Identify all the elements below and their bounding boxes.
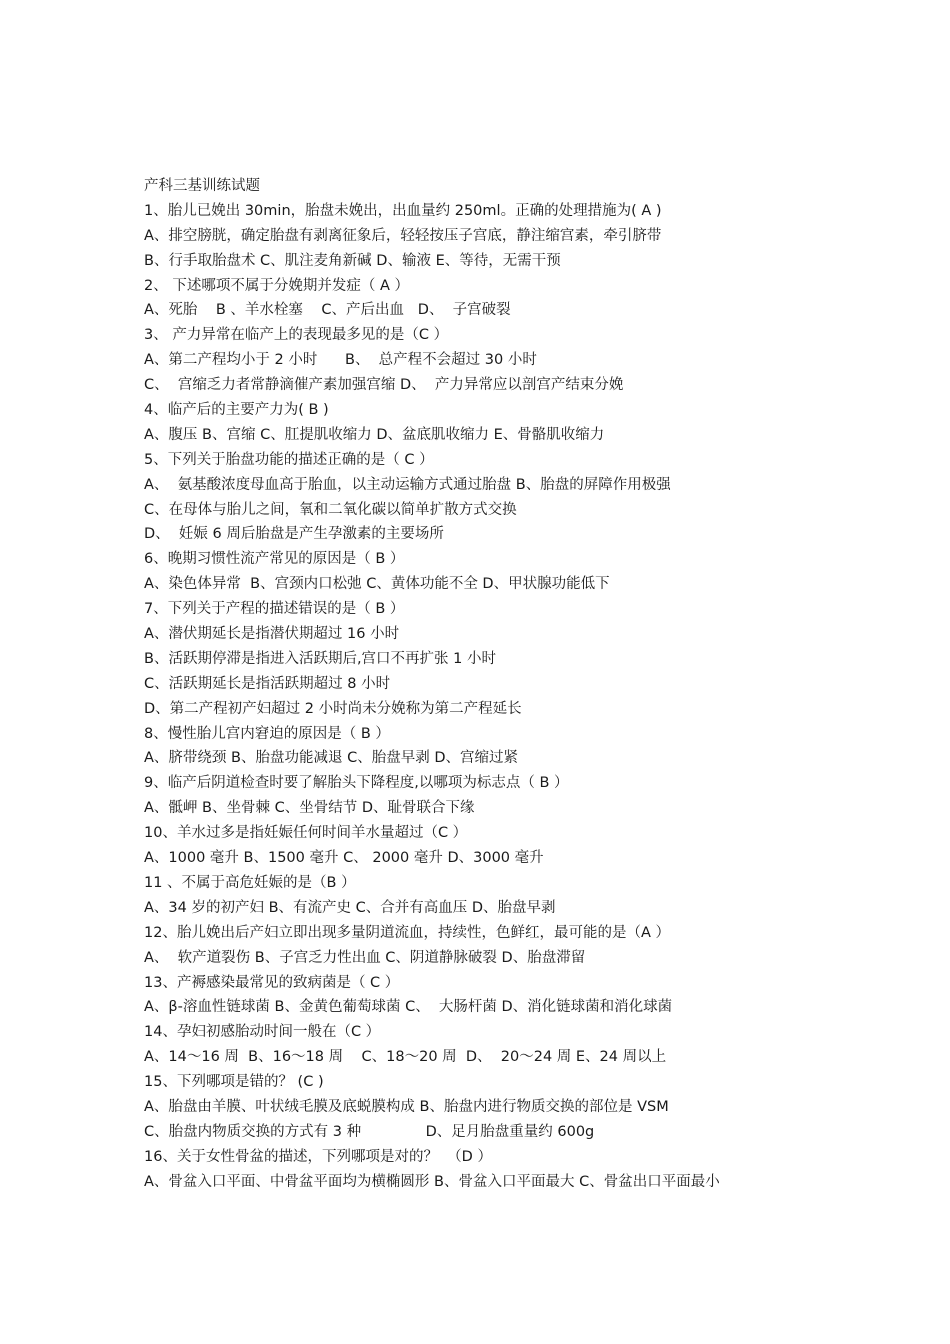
option-line: A、 氨基酸浓度母血高于胎血，以主动运输方式通过胎盘 B、胎盘的屏障作用极强 [144,476,671,493]
option-paragraph: A、骨盆入口平面、中骨盆平面均为横椭圆形 B、骨盆入口平面最大 C、骨盆出口平面最小 [144,1173,720,1190]
option-line: C、在母体与胎儿之间，氧和二氧化碳以简单扩散方式交换 [144,501,517,518]
option-line: D、第二产程初产妇超过 2 小时尚未分娩称为第二产程延长 [144,700,522,717]
question-line: 14、孕妇初感胎动时间一般在（C ） [144,1024,381,1041]
option-line: A、腹压 B、宫缩 C、肛提肌收缩力 D、盆底肌收缩力 E、骨骼肌收缩力 [144,426,605,443]
question-line: 12、胎儿娩出后产妇立即出现多量阴道流血，持续性，色鲜红，最可能的是（A ） [144,924,670,941]
option-line: A、 软产道裂伤 B、子宫乏力性出血 C、阴道静脉破裂 D、胎盘滞留 [144,949,586,966]
option-line: C、 宫缩乏力者常静滴催产素加强宫缩 D、 产力异常应以剖宫产结束分娩 [144,377,624,394]
option-line: A、骶岬 B、坐骨棘 C、坐骨结节 D、耻骨联合下缘 [144,800,475,817]
question-line: 13、产褥感染最常见的致病菌是（ C ） [144,974,400,991]
option-line: D、 妊娠 6 周后胎盘是产生孕激素的主要场所 [144,526,444,543]
question-line: 4、临产后的主要产力为( B ) [144,402,329,419]
option-line: A、β-溶血性链球菌 B、金黄色葡萄球菌 C、 大肠杆菌 D、消化链球菌和消化球菌 [144,999,673,1016]
option-line: C、活跃期延长是指活跃期超过 8 小时 [144,675,391,692]
question-line: 8、慢性胎儿宫内窘迫的原因是（ B ） [144,725,390,742]
option-line: B、行手取胎盘术 C、肌注麦角新碱 D、输液 E、等待，无需干预 [144,252,561,269]
option-line: A、34 岁的初产妇 B、有流产史 C、合并有高血压 D、胎盘早剥 [144,899,556,916]
option-line: A、染色体异常 B、宫颈内口松弛 C、黄体功能不全 D、甲状腺功能低下 [144,576,610,593]
question-line: 9、临产后阴道检查时要了解胎头下降程度,以哪项为标志点（ B ） [144,775,569,792]
document-page [144,174,824,1195]
option-line: A、14～16 周 B、16～18 周 C、18～20 周 D、 20～24 周 E、24 周以上 [144,1049,667,1066]
option-line: A、潜伏期延长是指潜伏期超过 16 小时 [144,626,400,643]
question-line: 7、下列关于产程的描述错误的是（ B ） [144,601,405,618]
question-line: 15、下列哪项是错的？ (C ) [144,1074,324,1091]
option-line: A、1000 毫升 B、1500 毫升 C、 2000 毫升 D、3000 毫升 [144,850,544,867]
option-line: C、胎盘内物质交换的方式有 3 种 D、足月胎盘重量约 600g [144,1123,595,1140]
option-line: A、排空膀胱，确定胎盘有剥离征象后，轻轻按压子宫底，静注缩宫素，牵引脐带 [144,227,662,244]
option-line: A、脐带绕颈 B、胎盘功能减退 C、胎盘早剥 D、宫缩过紧 [144,750,518,767]
question-line: 11 、不属于高危妊娠的是（B ） [144,874,356,891]
question-line: 3、 产力异常在临产上的表现最多见的是（C ） [144,327,449,344]
question-line: 1、胎儿已娩出 30min，胎盘未娩出，出血量约 250ml。正确的处理措施为( A ) [144,202,662,219]
question-line: 2、 下述哪项不属于分娩期并发症（ A ） [144,277,409,294]
option-line: A、死胎 B 、羊水栓塞 C、产后出血 D、 子宫破裂 [144,302,511,319]
option-line: B、活跃期停滞是指进入活跃期后,宫口不再扩张 1 小时 [144,650,496,667]
question-line: 16、关于女性骨盆的描述，下列哪项是对的？ （D ） [144,1148,492,1165]
question-line: 5、下列关于胎盘功能的描述正确的是（ C ） [144,451,434,468]
question-line: 10、羊水过多是指妊娠任何时间羊水量超过（C ） [144,825,468,842]
document-title: 产科三基训练试题 [144,178,260,194]
question-line: 6、晚期习惯性流产常见的原因是（ B ） [144,551,405,568]
option-line: A、第二产程均小于 2 小时 B、 总产程不会超过 30 小时 [144,352,537,369]
option-line: A、胎盘由羊膜、叶状绒毛膜及底蜕膜构成 B、胎盘内进行物质交换的部位是 VSM [144,1098,669,1115]
